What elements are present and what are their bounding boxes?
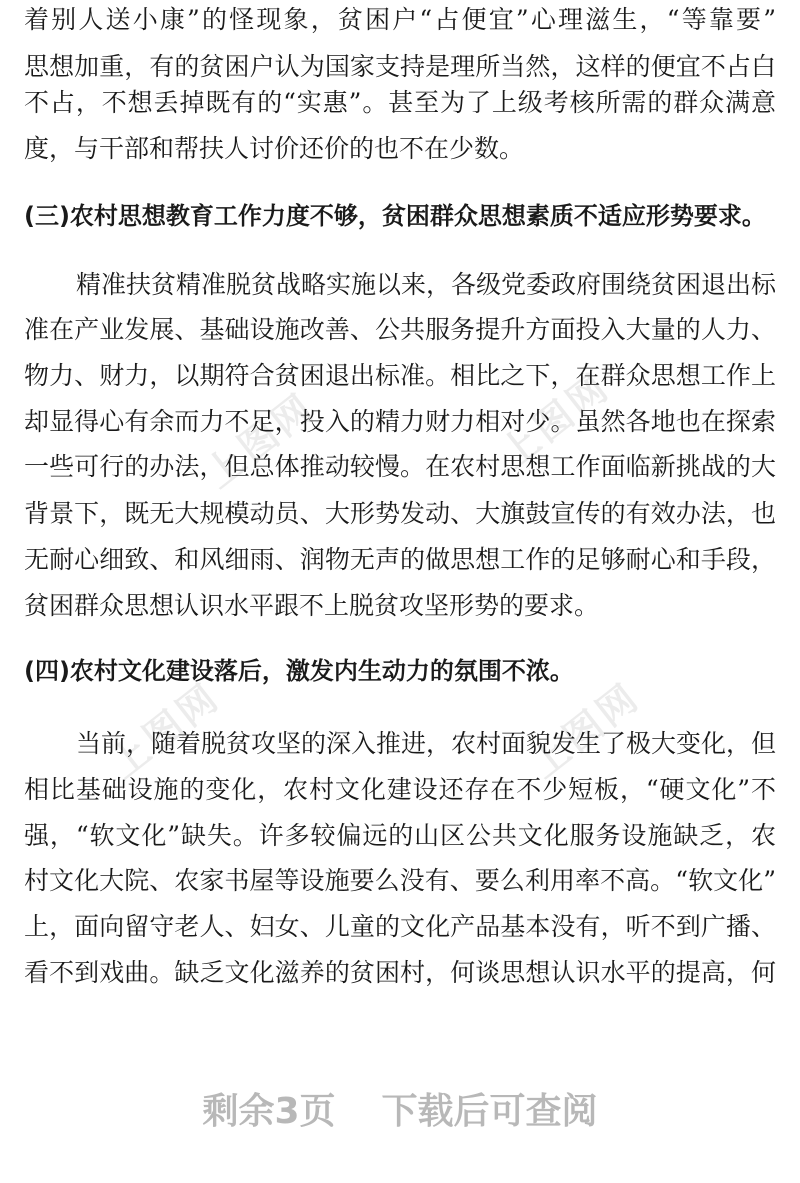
watermark: 上图网 (196, 384, 324, 497)
paragraph-line: 上，面向留守老人、妇女、儿童的文化产品基本没有，听不到广播、 (24, 912, 776, 941)
paragraph-line: 精准扶贫精准脱贫战略实施以来，各级党委政府围绕贫困退出标 (76, 270, 777, 299)
paragraph-line: 准在产业发展、基础设施改善、公共服务提升方面投入大量的人力、 (24, 315, 776, 344)
paragraph-line: 一些可行的办法，但总体推动较慢。在农村思想工作面临新挑战的大 (24, 452, 776, 481)
paragraph-line: 物力、财力，以期符合贫困退出标准。相比之下，在群众思想工作上 (24, 361, 776, 390)
remaining-pages-label[interactable]: 剩余3页 (202, 1090, 336, 1132)
watermark: 上图网 (101, 674, 229, 787)
paragraph-line: 当前，随着脱贫攻坚的深入推进，农村面貌发生了极大变化，但 (76, 729, 777, 758)
paragraph-line: 无耐心细致、和风细雨、润物无声的做思想工作的足够耐心和手段， (24, 545, 776, 574)
watermark: 上图网 (491, 364, 619, 477)
paragraph-line: 相比基础设施的变化，农村文化建设还存在不少短板，“硬文化”不 (24, 775, 776, 804)
paragraph-line: 背景下，既无大规模动员、大形势发动、大旗鼓宣传的有效办法，也 (24, 499, 776, 528)
section-heading-3: (三)农村思想教育工作力度不够，贫困群众思想素质不适应形势要求。 (24, 202, 766, 230)
paragraph-line: 思想加重，有的贫困户认为国家支持是理所当然，这样的便宜不占白 (24, 52, 776, 81)
watermark: 上图网 (521, 674, 649, 787)
paragraph-line: 不占，不想丢掉既有的“实惠”。甚至为了上级考核所需的群众满意 (24, 88, 776, 117)
download-prompt-banner[interactable] (0, 1078, 800, 1138)
paragraph-line: 度，与干部和帮扶人讨价还价的也不在少数。 (24, 134, 525, 163)
paragraph-line: 村文化大院、农家书屋等设施要么没有、要么利用率不高。“软文化” (24, 866, 776, 895)
paragraph-line: 却显得心有余而力不足，投入的精力财力相对少。虽然各地也在探索 (24, 407, 776, 436)
paragraph-line: 贫困群众思想认识水平跟不上脱贫攻坚形势的要求。 (24, 591, 600, 620)
download-to-view-label[interactable]: 下载后可查阅 (381, 1090, 598, 1132)
section-heading-4: (四)农村文化建设落后，激发内生动力的氛围不浓。 (24, 657, 574, 685)
paragraph-line: 着别人送小康”的怪现象，贫困户“占便宜”心理滋生，“等靠要” (24, 5, 776, 34)
paragraph-line: 看不到戏曲。缺乏文化滋养的贫困村，何谈思想认识水平的提高，何 (24, 958, 776, 987)
paragraph-line: 强，“软文化”缺失。许多较偏远的山区公共文化服务设施缺乏，农 (24, 821, 776, 850)
